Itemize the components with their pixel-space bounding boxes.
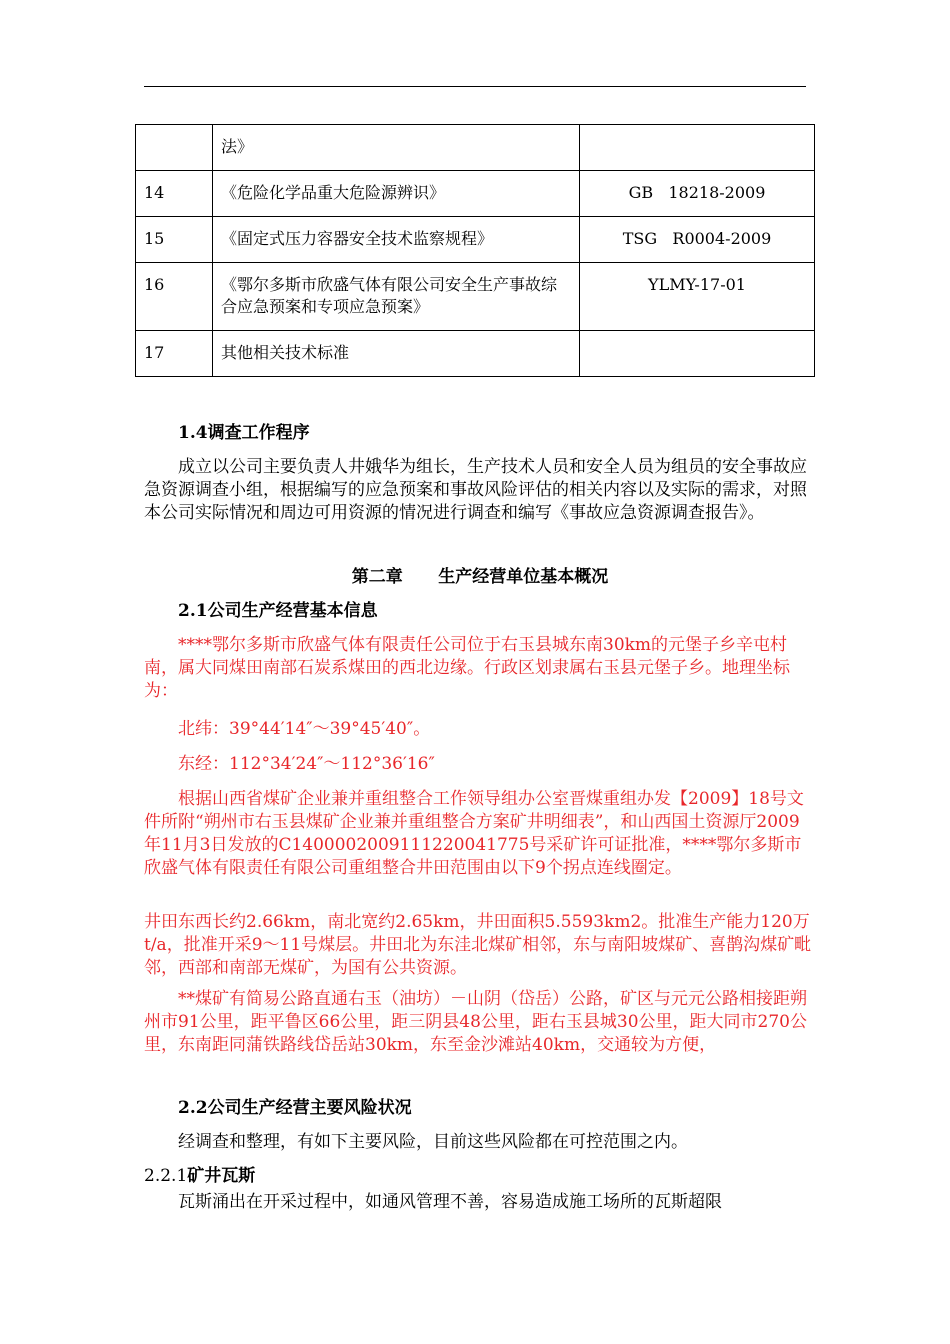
standard-code: GB 18218-2009 [580, 171, 815, 217]
subsection-title: 矿井瓦斯 [187, 1166, 256, 1186]
company-location: ****鄂尔多斯市欣盛气体有限责任公司位于右玉县城东南30km的元堡子乡辛屯村南，属大同煤田南部石炭系煤田的西北边缘。行政区划隶属右玉县元堡子乡。地理坐标为： [144, 635, 790, 701]
standard-name: 《鄂尔多斯市欣盛气体有限公司安全生产事故综合应急预案和专项应急预案》 [213, 263, 580, 331]
standard-code [580, 331, 815, 377]
row-number: 14 [136, 171, 213, 217]
approval-info: 根据山西省煤矿企业兼并重组整合工作领导组办公室晋煤重组办发【2009】18号文件所附“朔州市右玉县煤矿企业兼并重组整合方案矿井明细表”，和山西国土资源厅2009年11月3日发放的C1400002009111220041775号采矿许可证批准，****鄂尔多斯市欣盛气体有限责任有限公司重组整合井田范围由以下9个拐点连线圈定。 [144, 789, 804, 878]
table-row [136, 217, 815, 263]
chapter-2-title: 第二章 生产经营单位基本概况 [351, 567, 609, 587]
traffic-info: **煤矿有简易公路直通右玉（油坊）－山阴（岱岳）公路，矿区与元元公路相接距朔州市91公里，距平鲁区66公里，距三阴县48公里，距右玉县城30公里，距大同市270公里，东南距同蒲铁路线岱岳站30km，东至金沙滩站40km，交通较为方便， [144, 989, 807, 1055]
row-number [136, 125, 213, 171]
table-row [136, 171, 815, 217]
section-2-2-body: 经调查和整理，有如下主要风险，目前这些风险都在可控范围之内。 [178, 1132, 688, 1152]
standard-name: 《固定式压力容器安全技术监察规程》 [213, 217, 580, 263]
standard-code: YLMY-17-01 [580, 263, 815, 331]
subsection-2-2-1-body: 瓦斯涌出在开采过程中，如通风管理不善，容易造成施工场所的瓦斯超限 [178, 1192, 722, 1212]
standards-table [135, 124, 815, 377]
section-1-4-body: 成立以公司主要负责人井娥华为组长，生产技术人员和安全人员为组员的安全事故应急资源调查小组，根据编写的应急预案和事故风险评估的相关内容以及实际的需求，对照本公司实际情况和周边可用资源的情况进行调查和编写《事故应急资源调查报告》。 [144, 457, 807, 523]
standard-name: 《危险化学品重大危险源辨识》 [213, 171, 580, 217]
subsection-number: 2.2.1 [144, 1166, 188, 1186]
section-1-4-heading: 1.4调查工作程序 [178, 423, 310, 443]
header-rule [144, 86, 806, 87]
standard-code: TSG R0004-2009 [580, 217, 815, 263]
latitude: 北纬：39°44′14″～39°45′40″。 [178, 719, 431, 739]
longitude: 东经：112°34′24″～112°36′16″ [178, 754, 435, 774]
field-info: 井田东西长约2.66km，南北宽约2.65km，井田面积5.5593km2。批准生产能力120万t/a，批准开采9～11号煤层。井田北为东洼北煤矿相邻，东与南阳坡煤矿、喜鹊沟煤矿毗邻，西部和南部无煤矿，为国有公共资源。 [144, 912, 812, 978]
standard-name: 法》 [213, 125, 580, 171]
table-row [136, 263, 815, 331]
standard-name: 其他相关技术标准 [213, 331, 580, 377]
standard-code [580, 125, 815, 171]
table-row [136, 125, 815, 171]
row-number: 16 [136, 263, 213, 331]
subsection-2-2-1-heading [144, 1165, 816, 1188]
section-2-2-heading: 2.2公司生产经营主要风险状况 [178, 1098, 412, 1118]
section-2-1-heading: 2.1公司生产经营基本信息 [178, 601, 378, 621]
table-row [136, 331, 815, 377]
row-number: 15 [136, 217, 213, 263]
row-number: 17 [136, 331, 213, 377]
